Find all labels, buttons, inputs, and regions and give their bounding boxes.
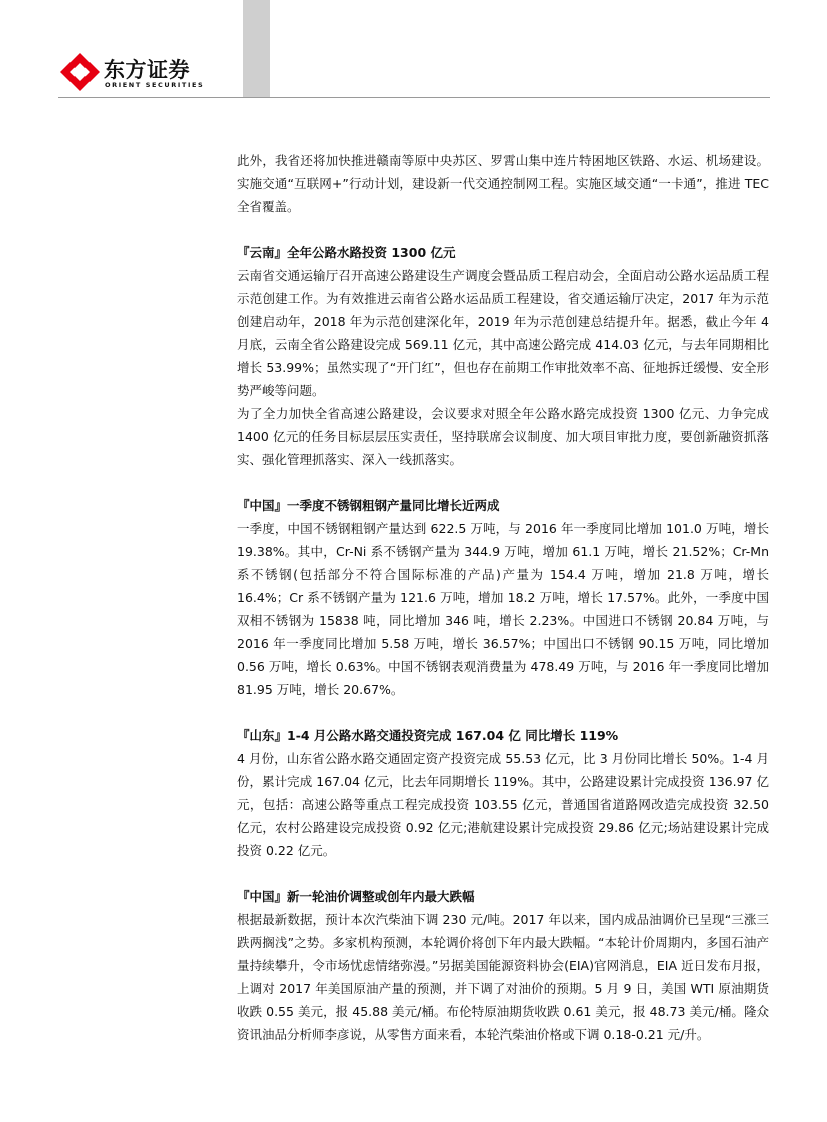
section-heading: 『山东』1-4 月公路水路交通投资完成 167.04 亿 同比增长 119% <box>237 728 619 743</box>
paragraph: 云南省交通运输厅召开高速公路建设生产调度会暨品质工程启动会，全面启动公路水运品质工程示范创建工作。为有效推进云南省公路水运品质工程建设，省交通运输厅决定，2017 年为示范创建启动年，2018 年为示范创建深化年，2019 年为示范创建总结提升年。据悉，截止今年 4 月底，云南全省公路建设完成 569.11 亿元，其中高速公路完成 414.03 亿元，与去年同期相比增长 53.99%；虽然实现了“开门红”，但也存在前期工作审批效率不高、征地拆迁缓慢、安全形势严峻等问题。 <box>237 268 769 398</box>
section-jiangxi-intro <box>237 149 769 218</box>
header-decor-bar <box>243 0 270 97</box>
paragraph: 根据最新数据，预计本次汽柴油下调 230 元/吨。2017 年以来，国内成品油调价已呈现“三涨三跌两搁浅”之势。多家机构预测，本轮调价将创下年内最大跌幅。“本轮计价周期内，多国石油产量持续攀升，令市场忧虑情绪弥漫。”另据美国能源资料协会(EIA)官网消息，EIA 近日发布月报，上调对 2017 年美国原油产量的预测，并下调了对油价的预期。5 月 9 日，美国 WTI 原油期货收跌 0.55 美元，报 45.88 美元/桶。布伦特原油期货收跌 0.61 美元，报 48.73 美元/桶。隆众资讯油品分析师李彦说，从零售方面来看，本轮汽柴油价格或下调 0.18-0.21 元/升。 <box>237 912 769 1042</box>
section-heading: 『中国』一季度不锈钢粗钢产量同比增长近两成 <box>237 498 500 513</box>
article-body <box>237 149 769 1070</box>
paragraph: 为了全力加快全省高速公路建设，会议要求对照全年公路水路完成投资 1300 亿元、力争完成 1400 亿元的任务目标层层压实责任，坚持联席会议制度、加大项目审批力度，要创新融资抓落实、强化管理抓落实、深入一线抓落实。 <box>237 406 769 467</box>
logo-english-name: ORIENT SECURITIES <box>105 81 205 89</box>
section-shandong <box>237 725 769 862</box>
paragraph: 此外，我省还将加快推进赣南等原中央苏区、罗霄山集中连片特困地区铁路、水运、机场建设。实施交通“互联网+”行动计划，建设新一代交通控制网工程。实施区域交通“一卡通”，推进 TEC 全省覆盖。 <box>237 153 769 214</box>
paragraph: 一季度，中国不锈钢粗钢产量达到 622.5 万吨，与 2016 年一季度同比增加 101.0 万吨，增长 19.38%。其中，Cr-Ni 系不锈钢产量为 344.9 万吨，增加 61.1 万吨，增长 21.52%；Cr-Mn 系不锈钢(包括部分不符合国际标准的产品)产量为 154.4 万吨，增加 21.8 万吨，增长 16.4%；Cr 系不锈钢产量为 121.6 万吨，增加 18.2 万吨，增长 17.57%。此外，一季度中国双相不锈钢为 15838 吨，同比增加 346 吨，增长 2.23%。中国进口不锈钢 20.84 万吨，与 2016 年一季度同比增加 5.58 万吨，增长 36.57%；中国出口不锈钢 90.15 万吨，同比增加 0.56 万吨，增长 0.63%。中国不锈钢表观消费量为 478.49 万吨，与 2016 年一季度同比增加 81.95 万吨，增长 20.67%。 <box>237 521 769 697</box>
section-heading: 『云南』全年公路水路投资 1300 亿元 <box>237 245 456 260</box>
section-yunnan <box>237 242 769 471</box>
paragraph: 4 月份，山东省公路水路交通固定资产投资完成 55.53 亿元，比 3 月份同比增长 50%。1-4 月份，累计完成 167.04 亿元，比去年同期增长 119%。其中，公路建设累计完成投资 136.97 亿元，包括：高速公路等重点工程完成投资 103.55 亿元，普通国省道路网改造完成投资 32.50 亿元，农村公路建设完成投资 0.92 亿元;港航建设累计完成投资 29.86 亿元;场站建设累计完成投资 0.22 亿元。 <box>237 751 769 858</box>
company-logo <box>58 50 228 94</box>
logo-diamond-icon <box>58 52 102 92</box>
header-divider <box>58 97 770 98</box>
section-china-stainless <box>237 495 769 701</box>
section-china-oil-price <box>237 886 769 1046</box>
logo-chinese-name: 东方证券 <box>104 58 190 82</box>
section-heading: 『中国』新一轮油价调整或创年内最大跌幅 <box>237 889 475 904</box>
